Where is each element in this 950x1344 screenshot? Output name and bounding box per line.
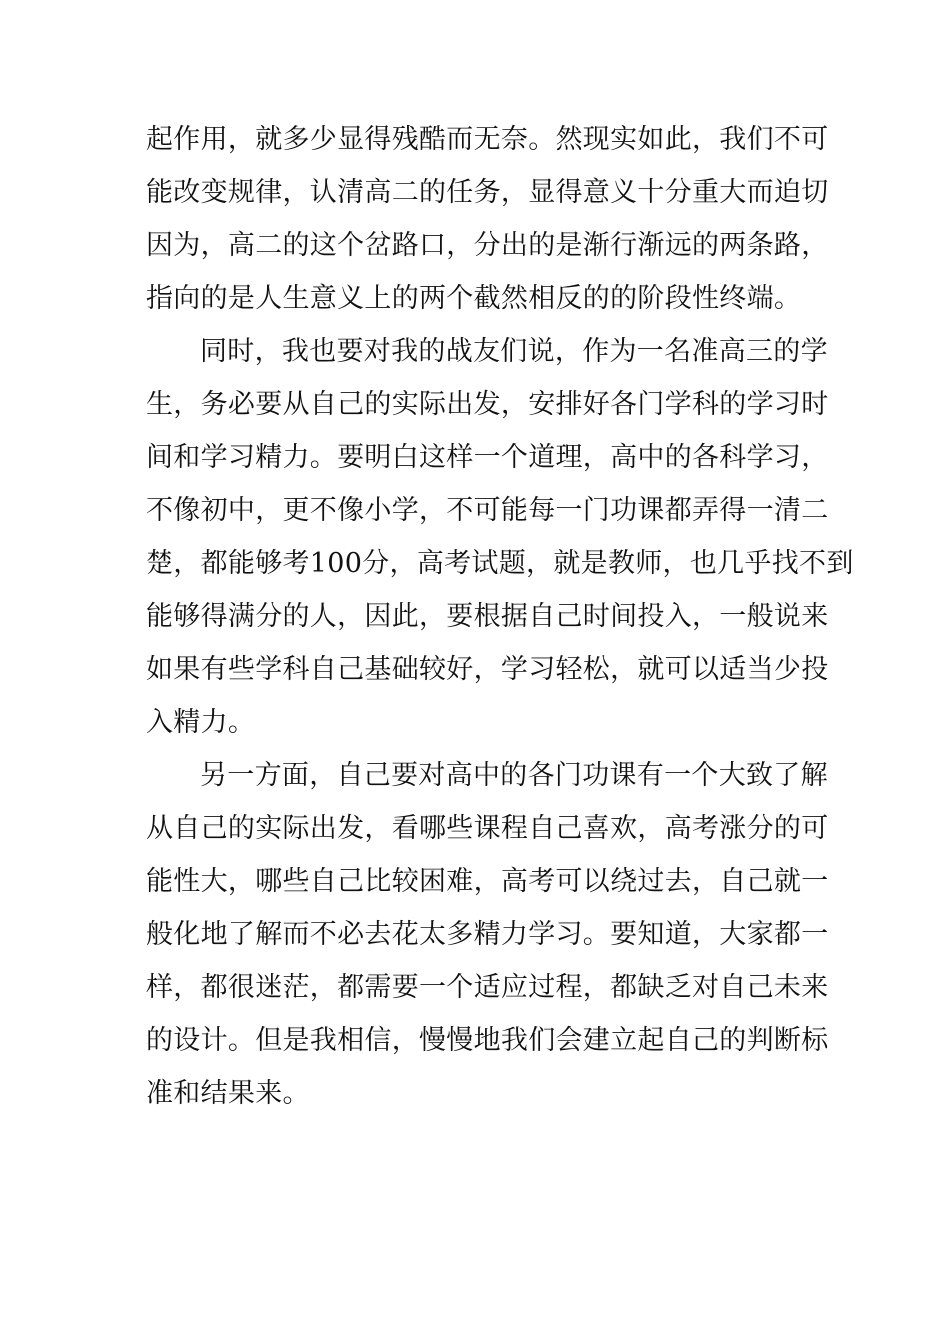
- text-line: 能改变规律，认清高二的任务，显得意义十分重大而迫切: [146, 177, 829, 208]
- text-line: 指向的是人生意义上的两个截然相反的的阶段性终端。: [146, 283, 802, 314]
- text-line: 如果有些学科自己基础较好，学习轻松，就可以适当少投: [146, 654, 829, 685]
- text-line: 间和学习精力。要明白这样一个道理，高中的各科学习，: [146, 442, 829, 473]
- paragraph-2: [146, 325, 854, 749]
- text-line: 因为，高二的这个岔路口，分出的是渐行渐远的两条路，: [146, 230, 829, 261]
- text-line: 的设计。但是我相信，慢慢地我们会建立起自己的判断标: [146, 1025, 829, 1056]
- document-body: [146, 113, 854, 1120]
- text-line: 起作用，就多少显得残酷而无奈。然现实如此，我们不可: [146, 124, 829, 155]
- paragraph-1: [146, 113, 829, 325]
- text-line: 能性大，哪些自己比较困难，高考可以绕过去，自己就一: [146, 866, 829, 897]
- text-line: 能够得满分的人，因此，要根据自己时间投入，一般说来: [146, 601, 829, 632]
- text-line: 从自己的实际出发，看哪些课程自己喜欢，高考涨分的可: [146, 813, 829, 844]
- text-line: 准和结果来。: [146, 1078, 310, 1109]
- text-line: 另一方面，自己要对高中的各门功课有一个大致了解: [200, 760, 828, 791]
- text-line: 同时，我也要对我的战友们说，作为一名准高三的学: [200, 336, 828, 367]
- text-line: 不像初中，更不像小学，不可能每一门功课都弄得一清二: [146, 495, 829, 526]
- text-line: 样，都很迷茫，都需要一个适应过程，都缺乏对自己未来: [146, 972, 829, 1003]
- text-line: 生，务必要从自己的实际出发，安排好各门学科的学习时: [146, 389, 829, 420]
- paragraph-3: [146, 749, 829, 1120]
- text-line: 楚，都能够考100分，高考试题，就是教师，也几乎找不到: [146, 548, 854, 579]
- text-line: 入精力。: [146, 707, 256, 738]
- text-line: 般化地了解而不必去花太多精力学习。要知道，大家都一: [146, 919, 829, 950]
